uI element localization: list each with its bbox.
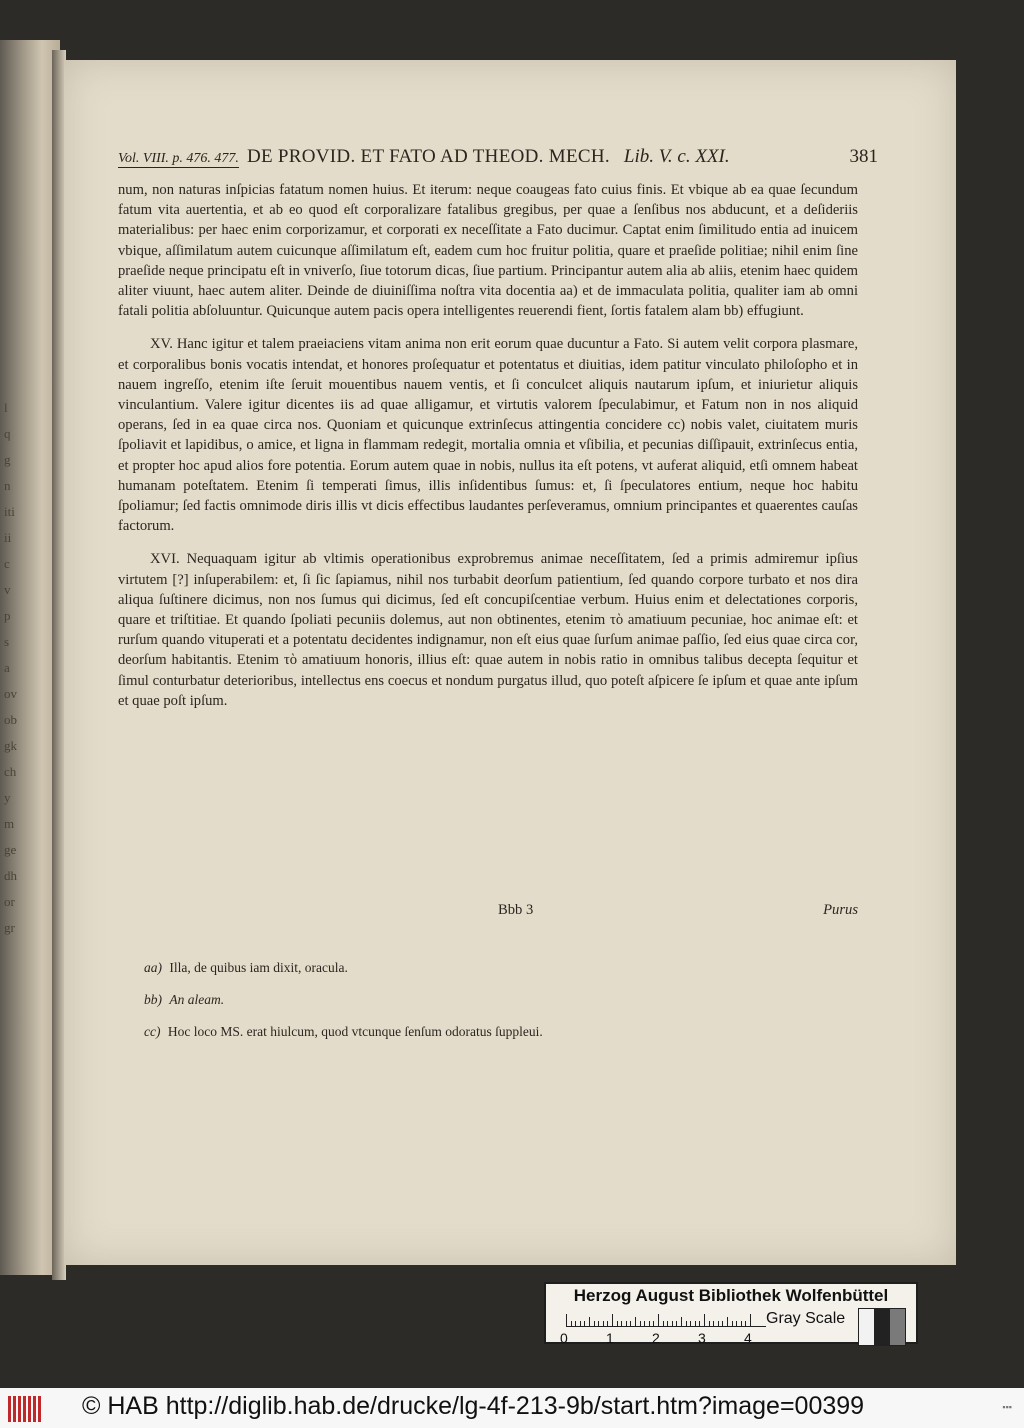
footnote-text: Hoc loco MS. erat hiulcum, quod vtcunque ſenſum odoratus ſuppleui. (167, 1024, 543, 1039)
ruler-tick (594, 1321, 595, 1326)
ruler-tick (580, 1321, 581, 1326)
left-page-fragment: ob (4, 712, 17, 727)
ruler-number: 4 (744, 1330, 752, 1346)
left-page-fragment: n (4, 478, 11, 493)
paragraph: num, non naturas inſpicias fatatum nomen huius. Et iterum: neque coaugeas fato cuius finis. Et vbique ab ea quae ſecundum fatum vita auertentia, et ab eo quod eſt corporalizare fatalibus gregibus, per quae a ſenſibus nos abducunt, et a deſideriis materialibus: per haec enim corporizamur, et corporati ex neceſſitate a Fato ducimur. Captat enim ſimilitudo entia ad inuicem vbique, aſſimilatum autem cuicunque aſſimilatum eſt, eadem cum hoc fruitur politia, quare et praeſide politiae; nihil enim ſine praeſide neque principatu eſt in vniverſo, ſiue totorum dicas, ſiue partium. Principantur autem alia ab aliis, etenim haec quidem aliter viuunt, haec autem aliter. Deinde de diuiniſſima noſtra vita docentia aa) et de immaculata politia, qualiter iam ab omni fatali politia abſoluuntur. Quicunque autem pacis opera intelligentes reuerendi fient, ſortis fatalem alam bb) effugiunt. (118, 182, 858, 320)
signature-mark: Bbb 3 (498, 902, 534, 918)
left-page-fragment: c (4, 556, 10, 571)
ruler-tick (727, 1317, 728, 1326)
ruler-tick (709, 1321, 710, 1326)
gray-scale-patches (858, 1308, 906, 1346)
ruler-tick (612, 1314, 613, 1326)
ruler-tick (653, 1321, 654, 1326)
library-name: Herzog August Bibliothek Wolfenbüttel (573, 1286, 889, 1305)
ruler-labels (560, 1330, 780, 1344)
footnote (144, 1024, 844, 1040)
ruler-tick (704, 1314, 705, 1326)
ruler-tick (649, 1321, 650, 1326)
left-neighbouring-page (0, 40, 60, 1275)
left-page-fragment: s (4, 634, 10, 649)
ruler-tick (741, 1321, 742, 1326)
book-chapter-reference: Lib. V. c. XXI. (623, 146, 730, 167)
ruler-tick (635, 1317, 636, 1326)
page-number: 381 (849, 146, 878, 167)
footer-dots: ▪▪▪ (1002, 1402, 1012, 1412)
ruler-tick (745, 1321, 746, 1326)
ruler-number: 0 (560, 1330, 568, 1346)
ruler-tick (566, 1314, 567, 1326)
ruler-tick (736, 1321, 737, 1326)
ruler-tick (676, 1321, 677, 1326)
running-title: DE PROVID. ET FATO AD THEOD. MECH. (246, 146, 610, 167)
ruler-tick (718, 1321, 719, 1326)
hab-logo-icon (8, 1396, 42, 1422)
ruler-tick (575, 1321, 576, 1326)
ruler-tick (658, 1314, 659, 1326)
scale-ruler (566, 1314, 766, 1327)
left-page-fragment: ii (4, 530, 12, 545)
ruler-number: 1 (606, 1330, 614, 1346)
ruler-tick (713, 1321, 714, 1326)
ruler-tick (667, 1321, 668, 1326)
ruler-tick (750, 1314, 751, 1326)
ruler-tick (686, 1321, 687, 1326)
ruler-tick (699, 1321, 700, 1326)
left-page-fragment: q (4, 426, 11, 441)
footnote (144, 992, 844, 1008)
body-text (118, 180, 858, 724)
ruler-tick (630, 1321, 631, 1326)
ruler-number: 2 (652, 1330, 660, 1346)
gray-scale-label: Gray Scale (766, 1310, 846, 1327)
footnote-text: Illa, de quibus iam dixit, oracula. (169, 960, 348, 975)
ruler-tick (732, 1321, 733, 1326)
footnote-text: An aleam. (169, 992, 225, 1007)
ruler-tick (672, 1321, 673, 1326)
running-head (118, 146, 878, 168)
ruler-tick (722, 1321, 723, 1326)
left-page-fragment: dh (4, 868, 17, 883)
left-page-fragment: a (4, 660, 10, 675)
document-page (64, 60, 956, 1265)
paragraph: XV. Hanc igitur et talem praeiaciens vitam anima non erit eorum quae ducuntur a Fato. Si autem velit corpora plasmare, et corporalibus bonis vocatis intendat, et honores proſequatur et potentatus et diuitias, idem patitur vinculato philoſopho et in nauem ingreſſo, etenim iſte ſeruit mouentibus nauem ventis, et ſi conculcet aliquis nautarum ipſum, et iniurietur aliquis vinculantium. Valere igitur dicentes iis ad quae alligamur, et virtutis valorem ſpeculabimur, et Fatum non in nos aliquid operans, ſed in ea quae circa nos. Quoniam et quicunque extrinſecus attingentia concidere cc) nobis valet, ciuitatem muris ſpoliavit et lapidibus, o amice, et ligna in flammam redegit, mortalia omnia et vſibilia, et pecunias diſſipauit, extrinſecus entia, et propter hoc apud alios fore potentia. Eorum autem quae in nobis, nullus ita eſt potens, vt auferat aliquid, etſi omnem habeat humanam poteſtatem. Etenim ſi temperati ſimus, illis inſidentibus ſumus: et, ſi ſpeculatores entium, neque hoc habitu ſpoliamur; ſed factis omnimode diris illis vt dicis effectibus laudantes perſeveramus, omnium principantes et quaerentes cauſas factorum. (118, 336, 858, 535)
footnote-mark: cc) (144, 1024, 161, 1039)
left-page-fragment: ov (4, 686, 17, 701)
ruler-tick (589, 1317, 590, 1326)
footer-bar (0, 1388, 1024, 1428)
left-page-fragment: ch (4, 764, 17, 779)
left-page-fragment: y (4, 790, 11, 805)
left-page-fragment: p (4, 608, 11, 623)
ruler-tick (621, 1321, 622, 1326)
ruler-tick (690, 1321, 691, 1326)
footnote-mark: aa) (144, 960, 162, 975)
ruler-tick (598, 1321, 599, 1326)
left-page-fragment: l (4, 400, 8, 415)
paragraph: XVI. Nequaquam igitur ab vltimis operationibus exprobremus animae neceſſitatem, ſed a primis admiremur ipſius virtutem [?] inſuperabilem: et, ſi ſic ſapiamus, nihil nos turbabit deorſum patientium, ſed quando corpore turbato et nos dira aliqua ſuſtinere dicimus, non nos ſumus qui dicimus, ſed eſt concupiſcentiae verbum. Huius enim et delectationes corporis, quare et triſtitiae. Et quando ſpoliati pecuniis dolemus, aut non obtinentes, etenim τὸ amatiuum pecuniae, hoc animae eſt: et rurſum quando vituperati et a potentatu decidentes indignamur, non eſt eius quae ſurſum animae paſſio, ſed eius quae circa cor, deorſum habitantis. Etenim τὸ amatiuum honoris, illius eſt: quae autem in nobis ratio in omnibus talibus decepta ſequitur et ſimul conturbatur deterioribus, intellectus ens coecus et nondum purgatus illud, quo poteſt aſpicere ſe ipſum et quae ante ipſum et quae poſt ipſum. (118, 551, 858, 709)
footnote-mark: bb) (144, 992, 162, 1007)
ruler-tick (681, 1317, 682, 1326)
copyright-url: © HAB http://diglib.hab.de/drucke/lg-4f-213-9b/start.htm?image=00399 (82, 1392, 865, 1420)
ruler-tick (617, 1321, 618, 1326)
ruler-number: 3 (698, 1330, 706, 1346)
left-page-fragment: or (4, 894, 15, 909)
ruler-tick (644, 1321, 645, 1326)
footnotes (144, 960, 844, 1056)
ruler-tick (663, 1321, 664, 1326)
ruler-tick (695, 1321, 696, 1326)
ruler-tick (603, 1321, 604, 1326)
library-color-bar-label (544, 1282, 918, 1344)
left-page-fragment: iti (4, 504, 15, 519)
left-page-fragment: m (4, 816, 15, 831)
left-page-fragment: ge (4, 842, 17, 857)
left-page-fragment: gk (4, 738, 17, 753)
ruler-tick (607, 1321, 608, 1326)
ruler-tick (626, 1321, 627, 1326)
ruler-tick (640, 1321, 641, 1326)
footnote (144, 960, 844, 976)
left-page-fragment: gr (4, 920, 15, 935)
catchword: Purus (823, 902, 858, 918)
left-page-fragment: v (4, 582, 11, 597)
ruler-tick (571, 1321, 572, 1326)
ruler-tick (584, 1321, 585, 1326)
volume-reference: Vol. VIII. p. 476. 477. (118, 151, 239, 166)
left-page-fragment: g (4, 452, 11, 467)
